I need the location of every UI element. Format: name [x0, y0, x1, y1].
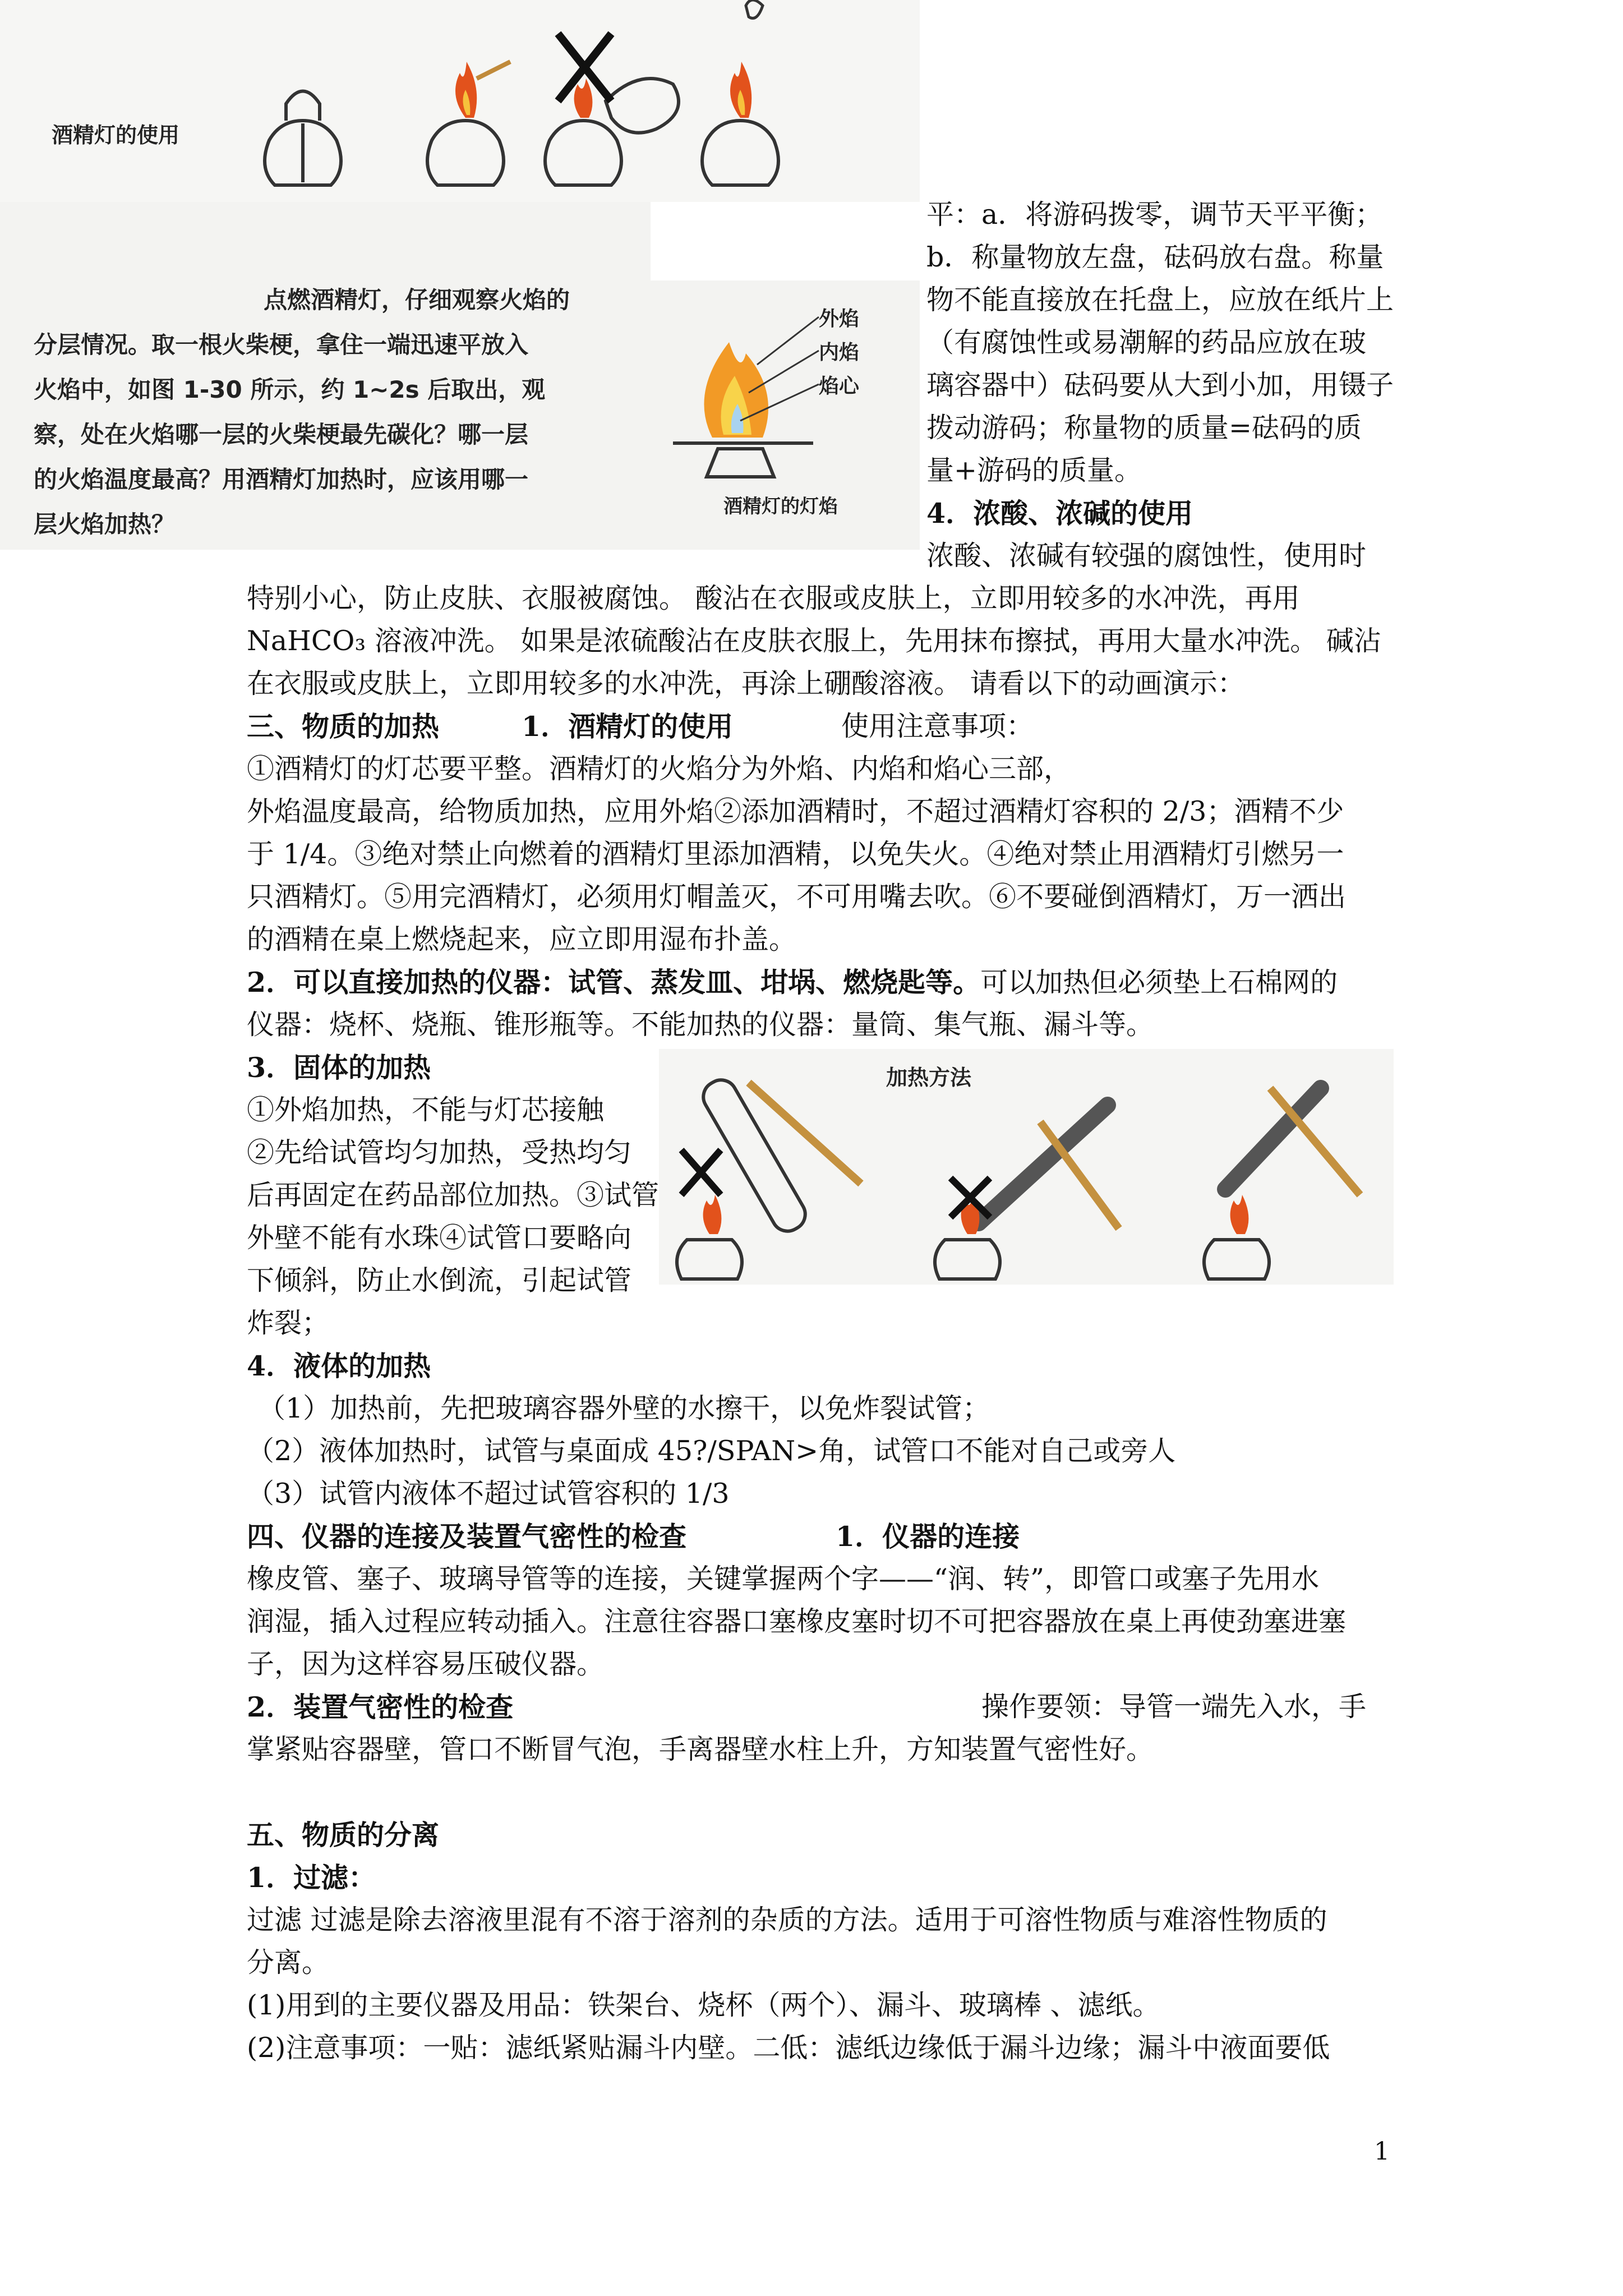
airtightness-line2: 掌紧贴容器壁，管口不断冒气泡，手离器壁水柱上升，方知装置气密性好。: [247, 1733, 1154, 1765]
solid-heating-line: 炸裂；: [247, 1307, 330, 1339]
flame-core-label: 焰心: [819, 375, 860, 398]
lamp-lit-with-match: [427, 62, 510, 185]
flame-question-line: 层火焰加热？: [34, 510, 176, 538]
flame-question-scan: [0, 202, 651, 550]
flame-question-line: 分层情况。取一根火柴梗，拿住一端迅速平放入: [34, 331, 529, 358]
solid-heating-line: ②先给试管均匀加热，受热均匀: [247, 1137, 632, 1168]
direct-heating-bold: 2．可以直接加热的仪器：试管、蒸发皿、坩埚、燃烧匙等。: [247, 966, 981, 999]
solid-heating-heading: 3．固体的加热: [247, 1051, 431, 1084]
balance-line: 量+游码的质量。: [926, 454, 1142, 486]
inner-flame-label: 内焰: [819, 341, 860, 364]
heating-methods-figure: [659, 1049, 1394, 1285]
acid-heading: 4．浓酸、浓碱的使用: [926, 497, 1193, 530]
flame-layers-figure: [651, 280, 920, 550]
heating-method-correct: [1204, 1088, 1360, 1279]
heating-line: 于 1/4。③绝对禁止向燃着的酒精灯里添加酒精，以免失火。④绝对禁止用酒精灯引燃另一: [247, 838, 1344, 870]
airtightness-rest: 操作要领：导管一端先入水，手: [981, 1691, 1367, 1723]
lamp-usage-figure: [0, 0, 920, 202]
balance-line: （有腐蚀性或易潮解的药品应放在玻: [926, 326, 1367, 358]
heating-heading: 三、物质的加热: [247, 710, 440, 743]
heating-method-wrong-2: [935, 1105, 1119, 1279]
balance-line: b．称量物放左盘，砝码放右盘。称量: [926, 241, 1384, 273]
solid-heating-line: 下倾斜，防止水倒流，引起试管: [247, 1264, 632, 1296]
heating-line: 外焰温度最高，给物质加热，应用外焰②添加酒精时，不超过酒精灯容积的 2/3；酒精不少: [247, 795, 1344, 827]
lamp-usage-illustration: [247, 0, 864, 196]
separation-heading: 五、物质的分离: [247, 1819, 440, 1851]
flame-question-line: 火焰中，如图 1-30 所示，约 1~2s 后取出，观: [34, 376, 546, 403]
heating-line: ①酒精灯的灯芯要平整。酒精灯的火焰分为外焰、内焰和焰心三部，: [247, 753, 1072, 785]
direct-heating-rest: 可以加热但必须垫上石棉网的: [980, 967, 1338, 999]
solid-heating-line: ①外焰加热，不能与灯芯接触: [247, 1094, 605, 1126]
liquid-heating-heading: 4．液体的加热: [247, 1350, 431, 1382]
acid-line: NaHCO₃ 溶液冲洗。 如果是浓硫酸沾在皮肤衣服上，先用抹布擦拭，再用大量水冲洗。 碱沾: [247, 625, 1381, 657]
heating-methods-caption: 加热方法: [886, 1065, 972, 1090]
direct-heating-line2: 仪器：烧杯、烧瓶、锥形瓶等。不能加热的仪器：量筒、集气瓶、漏斗等。: [247, 1009, 1154, 1041]
connection-line: 子，因为这样容易压破仪器。: [247, 1648, 605, 1680]
connection-heading: 四、仪器的连接及装置气密性的检查: [247, 1520, 687, 1553]
acid-line: 在衣服或皮肤上，立即用较多的水冲洗，再涂上硼酸溶液。 请看以下的动画演示：: [247, 668, 1245, 700]
heating-line: 只酒精灯。⑤用完酒精灯，必须用灯帽盖灭，不可用嘴去吹。⑥不要碰倒酒精灯，万一洒出: [247, 881, 1347, 913]
filtration-line: 过滤 过滤是除去溶液里混有不溶于溶剂的杂质的方法。适用于可溶性物质与难溶性物质的: [247, 1904, 1327, 1936]
page-number: 1: [1374, 2137, 1390, 2166]
heating-methods-illustration: [659, 1049, 1394, 1285]
connection-subheading: 1．仪器的连接: [836, 1520, 1020, 1553]
balance-line: 平：a．将游码拨零，调节天平平衡；: [926, 199, 1383, 231]
heating-subheading-lamp: 1．酒精灯的使用: [522, 710, 734, 743]
flame-layers-caption: 酒精灯的灯焰: [723, 495, 838, 518]
acid-line: 特别小心，防止皮肤、衣服被腐蚀。 酸沾在衣服或皮肤上，立即用较多的水冲洗，再用: [247, 582, 1300, 614]
connection-line: 润湿，插入过程应转动插入。注意往容器口塞橡皮塞时切不可把容器放在桌上再使劲塞进塞: [247, 1605, 1347, 1637]
filtration-line: (1)用到的主要仪器及用品：铁架台、烧杯（两个）、漏斗、玻璃棒 、滤纸。: [247, 1989, 1160, 2021]
connection-line: 橡皮管、塞子、玻璃导管等的连接，关键掌握两个字——“润、转”，即管口或塞子先用水: [247, 1563, 1320, 1595]
filtration-line: (2)注意事项：一贴：滤纸紧贴漏斗内壁。二低：滤纸边缘低于漏斗边缘；漏斗中液面要低: [247, 2032, 1330, 2064]
heating-note-label: 使用注意事项：: [841, 710, 1034, 742]
lamp-with-cap: [265, 91, 341, 186]
liquid-heating-line: （1）加热前，先把玻璃容器外壁的水擦干，以免炸裂试管；: [258, 1392, 990, 1424]
lamp-lit: [702, 62, 778, 185]
airtightness-heading: 2．装置气密性的检查: [247, 1691, 514, 1723]
direct-heating-line: [247, 961, 1338, 1004]
balance-line: 璃容器中）砝码要从大到小加，用镊子: [926, 369, 1394, 401]
balance-line: 物不能直接放在托盘上，应放在纸片上: [926, 284, 1394, 316]
filtration-line: 分离。: [247, 1947, 330, 1978]
balance-line: 拨动游码；称量物的质量=砝码的质: [926, 412, 1362, 444]
flame-question-line: 点燃酒精灯，仔细观察火焰的: [264, 286, 570, 314]
liquid-heating-line: （2）液体加热时，试管与桌面成 45?/SPAN>角，试管口不能对自己或旁人: [247, 1435, 1176, 1467]
outer-flame-label: 外焰: [819, 307, 860, 330]
lamp-lighting-from-another-crossed: [545, 0, 763, 185]
liquid-heating-line: （3）试管内液体不超过试管容积的 1/3: [247, 1478, 730, 1510]
flame-question-line: 察，处在火焰哪一层的火柴梗最先碳化？哪一层: [34, 421, 529, 448]
heating-method-wrong-1: [677, 1074, 861, 1279]
filtration-heading: 1．过滤：: [247, 1861, 376, 1894]
lamp-usage-caption: 酒精灯的使用: [52, 123, 180, 148]
acid-first-line: 浓酸、浓碱有较强的腐蚀性，使用时: [926, 540, 1367, 572]
solid-heating-line: 外壁不能有水珠④试管口要略向: [247, 1222, 632, 1254]
solid-heating-line: 后再固定在药品部位加热。③试管: [247, 1179, 660, 1211]
flame-question-line: 的火焰温度最高？用酒精灯加热时，应该用哪一: [34, 466, 529, 493]
heating-line: 的酒精在桌上燃烧起来，应立即用湿布扑盖。: [247, 923, 797, 955]
